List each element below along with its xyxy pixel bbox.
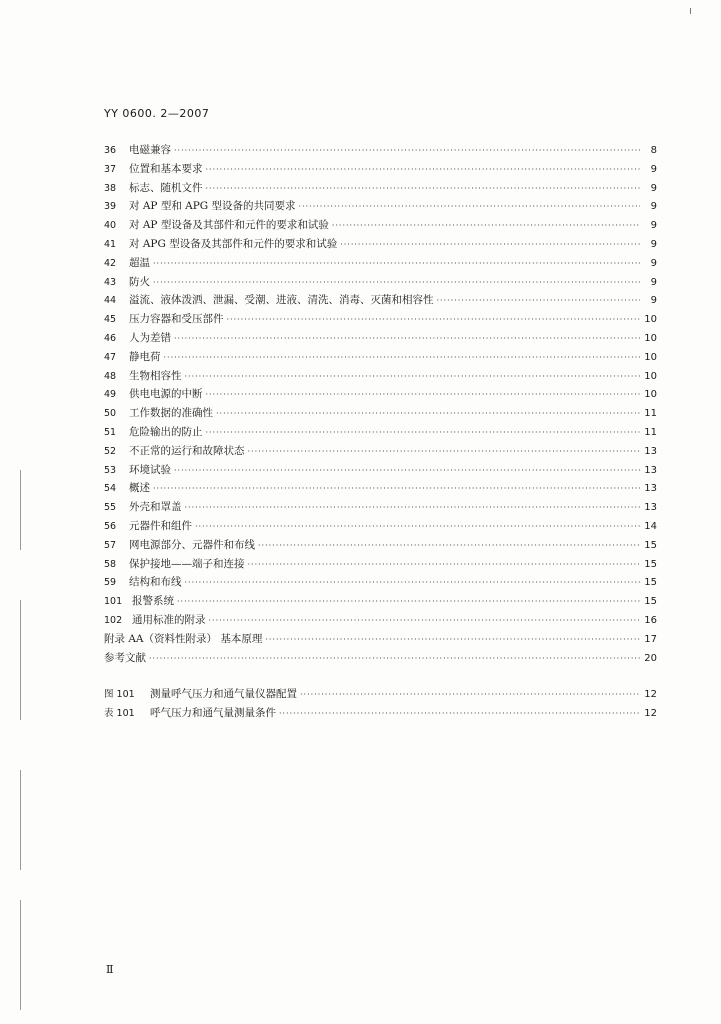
dot-leader xyxy=(206,428,641,437)
dot-leader xyxy=(209,616,641,625)
dot-leader xyxy=(206,184,641,193)
toc-entry-page: 10 xyxy=(644,370,657,382)
toc-entry-page: 9 xyxy=(650,238,657,250)
dot-leader xyxy=(206,390,641,399)
toc-entry-page: 14 xyxy=(644,520,657,532)
toc-entry-number: 55 xyxy=(104,502,117,514)
toc-entry-page: 13 xyxy=(644,464,657,476)
toc-entry xyxy=(104,274,657,293)
dot-leader xyxy=(248,560,641,569)
dot-leader xyxy=(227,315,641,324)
toc-entry-page: 11 xyxy=(644,408,657,420)
toc-entry-number: 49 xyxy=(104,389,117,401)
dot-leader xyxy=(300,690,640,699)
toc-entry-title: 外壳和罩盖 xyxy=(129,501,182,514)
toc-entry-number: 52 xyxy=(104,445,117,457)
toc-entry-page: 10 xyxy=(644,351,657,363)
dot-leader xyxy=(332,221,640,230)
toc-entry xyxy=(104,462,657,481)
toc-entry-page: 10 xyxy=(644,332,657,344)
toc-entry-title: 供电电源的中断 xyxy=(129,388,203,401)
toc-entry-title: 网电源部分、元器件和布线 xyxy=(129,538,255,551)
toc-entry-number: 59 xyxy=(104,577,117,589)
dot-leader xyxy=(206,165,641,174)
toc-entry-title: 附录 AA（资料性附录） 基本原理 xyxy=(104,632,263,645)
toc-entry-page: 20 xyxy=(644,652,657,664)
toc-entry-number: 50 xyxy=(104,408,117,420)
dot-leader xyxy=(265,635,640,644)
toc-entry xyxy=(104,180,657,199)
toc-entry-title: 危险输出的防止 xyxy=(129,425,203,438)
toc-entry-number: 38 xyxy=(104,182,117,194)
dot-leader xyxy=(174,466,640,475)
toc-entry-title: 防火 xyxy=(129,275,150,288)
toc-entry xyxy=(104,330,657,349)
toc-entry-page: 9 xyxy=(650,257,657,269)
toc-entry-title: 参考文献 xyxy=(104,651,146,664)
toc-entry-page: 13 xyxy=(644,445,657,457)
toc-entry-number: 37 xyxy=(104,163,117,175)
toc-entry-page: 15 xyxy=(644,558,657,570)
toc-entry-number: 39 xyxy=(104,201,117,213)
toc-entry-page: 10 xyxy=(644,314,657,326)
dot-leader xyxy=(164,353,641,362)
toc-entry xyxy=(104,424,657,443)
toc-entry xyxy=(104,255,657,274)
toc-entry-number: 54 xyxy=(104,483,117,495)
toc-entry-page: 12 xyxy=(644,708,657,720)
dot-leader xyxy=(153,278,640,287)
dot-leader xyxy=(153,259,640,268)
toc-entry xyxy=(104,593,657,612)
toc-entry-number: 102 xyxy=(104,614,123,626)
dot-leader xyxy=(279,709,640,718)
toc-entry xyxy=(104,292,657,311)
toc-entry-title: 元器件和组件 xyxy=(129,519,192,532)
toc-entry-title: 位置和基本要求 xyxy=(129,162,203,175)
toc-entry-page: 13 xyxy=(644,483,657,495)
toc-entry-title: 溢流、液体泼洒、泄漏、受潮、进液、清洗、消毒、灭菌和相容性 xyxy=(129,294,434,307)
toc-entry-title: 概述 xyxy=(129,482,150,495)
toc-entry-title: 保护接地——端子和连接 xyxy=(129,557,245,570)
scan-edge-mark xyxy=(20,470,21,550)
toc-entry-number: 53 xyxy=(104,464,117,476)
scan-edge-mark xyxy=(20,900,21,1010)
toc-entry xyxy=(104,386,657,405)
toc-entry-number: 41 xyxy=(104,238,117,250)
toc-entry-number: 36 xyxy=(104,145,117,156)
toc-entry-number: 51 xyxy=(104,426,117,438)
toc-entry xyxy=(104,499,657,518)
dot-leader xyxy=(437,296,641,305)
toc-entry-title: 对 AP 型设备及其部件和元件的要求和试验 xyxy=(129,219,329,232)
toc-entry xyxy=(104,405,657,424)
toc-entry-page: 15 xyxy=(644,577,657,589)
toc-entry-title: 环境试验 xyxy=(129,463,171,476)
toc-entry-title: 结构和布线 xyxy=(129,576,182,589)
toc-entry-title: 呼气压力和通气量测量条件 xyxy=(150,707,276,720)
page-number: Ⅱ xyxy=(106,963,114,976)
toc-entry-title: 不正常的运行和故障状态 xyxy=(129,444,245,457)
dot-leader xyxy=(216,409,640,418)
toc-entry-page: 16 xyxy=(644,614,657,626)
toc-entry-number: 表 101 xyxy=(104,708,135,720)
toc-entry-title: 电磁兼容 xyxy=(129,144,171,156)
toc-entry-number: 42 xyxy=(104,257,117,269)
scan-edge-mark xyxy=(20,770,21,870)
toc-entry-number: 43 xyxy=(104,276,117,288)
toc-entry-page: 9 xyxy=(650,220,657,232)
toc-entry xyxy=(104,650,657,669)
table-of-contents xyxy=(104,142,657,724)
dot-leader xyxy=(258,541,640,550)
toc-entry xyxy=(104,161,657,180)
document-code: YY 0600. 2—2007 xyxy=(104,107,210,120)
toc-entry xyxy=(104,443,657,462)
toc-entry-number: 47 xyxy=(104,351,117,363)
figure-list-entry xyxy=(104,686,657,705)
scan-speck xyxy=(690,8,691,14)
toc-entry-title: 测量呼气压力和通气量仪器配置 xyxy=(150,688,297,701)
toc-entry-page: 10 xyxy=(644,389,657,401)
dot-leader xyxy=(153,484,640,493)
toc-entry xyxy=(104,537,657,556)
toc-entry-title: 工作数据的准确性 xyxy=(129,407,213,420)
toc-entry-page: 15 xyxy=(644,596,657,608)
toc-entry-title: 静电荷 xyxy=(129,350,161,363)
toc-entry xyxy=(104,631,657,650)
dot-leader xyxy=(177,597,640,606)
dot-leader xyxy=(299,202,640,211)
toc-entry-title: 压力容器和受压部件 xyxy=(129,313,224,326)
toc-entry-title: 生物相容性 xyxy=(129,369,182,382)
scan-edge-mark xyxy=(20,600,21,720)
toc-entry xyxy=(104,612,657,631)
toc-entry-number: 58 xyxy=(104,558,117,570)
toc-entry-number: 40 xyxy=(104,220,117,232)
toc-entry-page: 9 xyxy=(650,276,657,288)
toc-entry-number: 48 xyxy=(104,370,117,382)
dot-leader xyxy=(149,654,640,663)
toc-entry-number: 46 xyxy=(104,332,117,344)
toc-entry-title: 对 AP 型和 APG 型设备的共同要求 xyxy=(129,200,296,213)
toc-entry-page: 12 xyxy=(644,689,657,701)
toc-entry-page: 17 xyxy=(644,633,657,645)
toc-entry-title: 报警系统 xyxy=(132,595,174,608)
dot-leader xyxy=(248,447,641,456)
toc-entry-title: 通用标准的附录 xyxy=(132,613,206,626)
toc-entry xyxy=(104,236,657,255)
toc-entry xyxy=(104,556,657,575)
toc-entry-title: 对 APG 型设备及其部件和元件的要求和试验 xyxy=(129,237,338,250)
toc-entry-number: 45 xyxy=(104,314,117,326)
toc-entry-page: 11 xyxy=(644,426,657,438)
toc-entry xyxy=(104,198,657,217)
toc-entry-page: 15 xyxy=(644,539,657,551)
toc-entry-page: 9 xyxy=(650,201,657,213)
toc-entry xyxy=(104,480,657,499)
dot-leader xyxy=(195,522,640,531)
toc-entry xyxy=(104,349,657,368)
dot-leader xyxy=(185,372,641,381)
figure-list-entry xyxy=(104,705,657,724)
dot-leader xyxy=(174,334,640,343)
toc-entry xyxy=(104,368,657,387)
toc-entry-title: 标志、随机文件 xyxy=(129,181,203,194)
toc-entry-page: 9 xyxy=(650,163,657,175)
toc-entry-number: 56 xyxy=(104,520,117,532)
dot-leader xyxy=(340,240,640,249)
toc-entry-page: 9 xyxy=(650,182,657,194)
toc-entry xyxy=(104,217,657,236)
toc-entry xyxy=(104,518,657,537)
toc-entry xyxy=(104,574,657,593)
dot-leader xyxy=(174,146,640,155)
toc-entry-number: 图 101 xyxy=(104,689,135,701)
toc-entry-number: 44 xyxy=(104,295,117,307)
dot-leader xyxy=(185,578,641,587)
toc-entry-title: 超温 xyxy=(129,256,150,269)
dot-leader xyxy=(185,503,641,512)
toc-entry-page: 13 xyxy=(644,502,657,514)
toc-entry xyxy=(104,311,657,330)
toc-entry-title: 人为差错 xyxy=(129,331,171,344)
toc-entry xyxy=(104,142,657,161)
toc-entry-page: 8 xyxy=(650,145,657,156)
toc-entry-page: 9 xyxy=(650,295,657,307)
toc-entry-number: 101 xyxy=(104,596,123,608)
toc-entry-number: 57 xyxy=(104,539,117,551)
